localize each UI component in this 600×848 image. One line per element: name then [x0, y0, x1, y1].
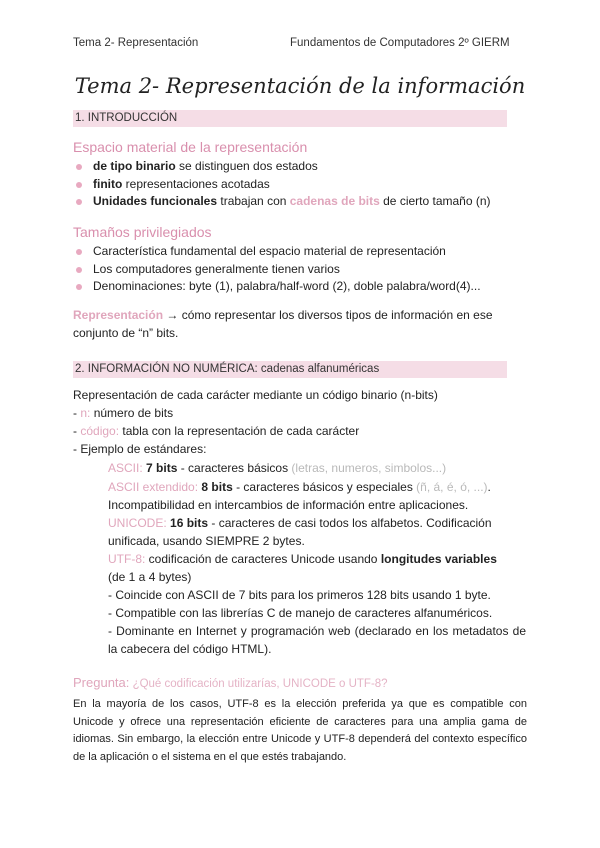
list-item: Característica fundamental del espacio material de representación [73, 243, 481, 261]
list-item: Denominaciones: byte (1), palabra/half-word (2), doble palabra/word(4)... [73, 278, 481, 296]
utf8-entry: UTF-8: codificación de caracteres Unicode usando longitudes variables (de 1 a 4 bytes) [108, 552, 497, 584]
subheading-espacio-material: Espacio material de la representación [73, 139, 308, 155]
header-course: Fundamentos de Computadores 2º GIERM [290, 37, 510, 49]
intro-text: Representación de cada carácter mediante un código binario (n-bits) [73, 388, 438, 402]
ejemplo-label: - Ejemplo de estándares: [73, 442, 207, 456]
section-heading-no-numerica: 2. INFORMACIÓN NO NUMÉRICA: cadenas alfanuméricas [73, 361, 507, 378]
section-heading-introduccion: 1. INTRODUCCIÓN [73, 110, 507, 127]
header-topic: Tema 2- Representación [73, 37, 199, 49]
bullet-icon [76, 182, 82, 188]
utf8-point: - Compatible con las librerías C de manejo de caracteres alfanuméricos. [108, 606, 493, 620]
codigo-definition: - código: tabla con la representación de cada carácter [73, 424, 360, 438]
subheading-tamanos-privilegiados: Tamaños privilegiados [73, 224, 212, 240]
n-definition: - n: número de bits [73, 406, 174, 420]
list-espacio-material [73, 158, 491, 211]
pregunta-answer: En la mayoría de los casos, UTF-8 es la elección preferida ya que es compatible con Unicode y ofrece una representación eficiente de caracteres para una amplia gama de idiomas. Sin embargo, la elección entre Unicode y UTF-8 dependerá del contexto específico de la aplicación o el sistema en el que estés trabajando. [73, 698, 527, 763]
ascii-extendido-entry: ASCII extendido: 8 bits - caracteres básicos y especiales (ñ, á, é, ó, ...). Incompatibilidad en intercambios de información entre aplicaciones. [108, 480, 491, 512]
representacion-definition: Representación → cómo representar los diversos tipos de información en ese conjunto de “n” bits. [73, 308, 493, 340]
page-title: Tema 2- Representación de la información [74, 74, 526, 98]
unicode-entry: UNICODE: 16 bits - caracteres de casi todos los alfabetos. Codificación unificada, usando SIEMPRE 2 bytes. [108, 516, 492, 548]
list-item: Unidades funcionales trabajan con cadenas de bits de cierto tamaño (n) [73, 193, 491, 211]
bullet-icon [76, 284, 82, 290]
utf8-point: - Dominante en Internet y programación web (declarado en los metadatos de la cabecera del código HTML). [108, 624, 526, 656]
bullet-icon [76, 199, 82, 205]
list-item: de tipo binario se distinguen dos estados [73, 158, 491, 176]
bullet-icon [76, 267, 82, 273]
list-item: Los computadores generalmente tienen varios [73, 261, 481, 279]
bullet-icon [76, 164, 82, 170]
list-item: finito representaciones acotadas [73, 176, 491, 194]
bullet-icon [76, 249, 82, 255]
ascii-entry: ASCII: 7 bits - caracteres básicos (letras, numeros, simbolos...) [108, 461, 447, 475]
list-tamanos [73, 243, 481, 296]
pregunta-question: Pregunta: ¿Qué codificación utilizarías, UNICODE o UTF-8? [73, 675, 388, 690]
utf8-point: - Coincide con ASCII de 7 bits para los primeros 128 bits usando 1 byte. [108, 588, 491, 602]
